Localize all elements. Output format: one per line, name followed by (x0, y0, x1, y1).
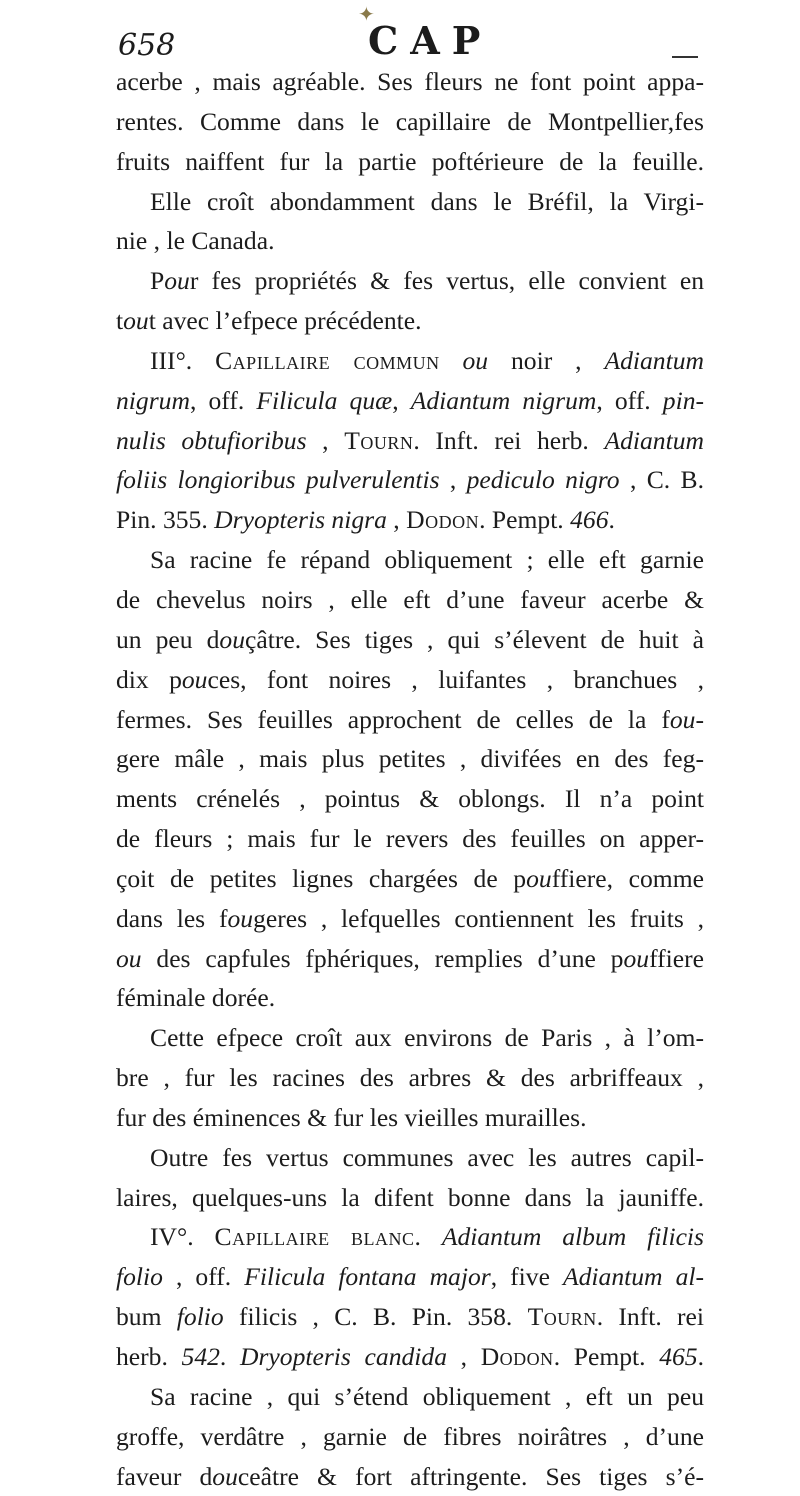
text-line: Cette efpece croît aux environs de Paris , à l’om- (150, 1023, 704, 1053)
text-line: acerbe , mais agréable. Ses fleurs ne font point appa- (116, 67, 704, 96)
text-line: Pour fes propriétés & fes vertus, elle convient en (150, 266, 704, 296)
text-line: un peu douçâtre. Ses tiges , qui s’élevent de huit à (116, 624, 704, 654)
text-line: dix pouces, font noires , luifantes , branchues , (116, 664, 704, 694)
text-line: nie , le Canada. (116, 226, 275, 256)
page-header (118, 2, 698, 63)
text-line: III°. Capillaire commun ou noir , Adiantum (150, 345, 704, 375)
text-line: herb. 542. Dryopteris candida , Dodon. Pempt. 465. (116, 1342, 704, 1371)
text-line: gere mâle , mais plus petites , divifées en des feg- (116, 744, 704, 774)
text-line: faveur douceâtre & fort aftringente. Ses tiges s’é- (116, 1461, 704, 1491)
text-line: IV°. Capillaire blanc. Adiantum album filicis (150, 1222, 704, 1252)
text-line: tout avec l’efpece précédente. (116, 306, 422, 336)
text-line: ou des capfules fphériques, remplies d’une pouffiere (116, 943, 704, 973)
text-line: fermes. Ses feuilles approchent de celles de la fou- (116, 704, 704, 734)
text-line: laires, quelques-uns la difent bonne dans la jauniffe. (116, 1182, 704, 1212)
text-line: de chevelus noirs , elle eft d’une faveur acerbe & (116, 584, 704, 614)
text-line: Elle croît abondamment dans le Bréfil, la Virgi- (150, 186, 704, 216)
text-line: Sa racine , qui s’étend obliquement , eft un peu (150, 1381, 704, 1411)
text-line: Pin. 355. Dryopteris nigra , Dodon. Pempt. 466. (116, 505, 615, 535)
text-line: de fleurs ; mais fur le revers des feuilles on apper- (116, 824, 704, 854)
text-line: ments crénelés , pointus & oblongs. Il n’a point (116, 784, 704, 814)
text-line: bum folio filicis , C. B. Pin. 358. Tourn. Inft. rei (116, 1302, 704, 1332)
text-line: fur des éminences & fur les vieilles murailles. (116, 1102, 587, 1132)
page-number: 658 (118, 28, 176, 63)
text-line: fruits naiffent fur la partie poftérieure de la feuille. (116, 146, 704, 176)
catchword-rule (672, 56, 698, 58)
running-head: CAP (368, 18, 493, 63)
text-line: Sa racine fe répand obliquement ; elle eft garnie (150, 545, 704, 575)
body-text (116, 62, 704, 1496)
text-line: nigrum, off. Filicula quæ, Adiantum nigrum, off. pin- (116, 385, 704, 415)
text-line: folio , off. Filicula fontana major, five Adiantum al- (116, 1262, 704, 1292)
text-line: çoit de petites lignes chargées de pouffiere, comme (116, 863, 704, 893)
text-line: féminale dorée. (116, 983, 276, 1013)
text-line: dans les fougeres , lefquelles contiennent les fruits , (116, 903, 704, 933)
text-line: groffe, verdâtre , garnie de fibres noirâtres , d’une (116, 1421, 704, 1451)
printer-ornament-mark: ✦ (358, 2, 375, 26)
text-line: rentes. Comme dans le capillaire de Montpellier,fes (116, 106, 704, 136)
text-line: foliis longioribus pulverulentis , pediculo nigro , C. B. (116, 465, 704, 495)
text-line: Outre fes vertus communes avec les autres capil- (150, 1142, 704, 1172)
text-line: bre , fur les racines des arbres & des arbriffeaux , (116, 1063, 704, 1093)
text-line: nulis obtufioribus , Tourn. Inft. rei herb. Adiantum (116, 425, 704, 455)
